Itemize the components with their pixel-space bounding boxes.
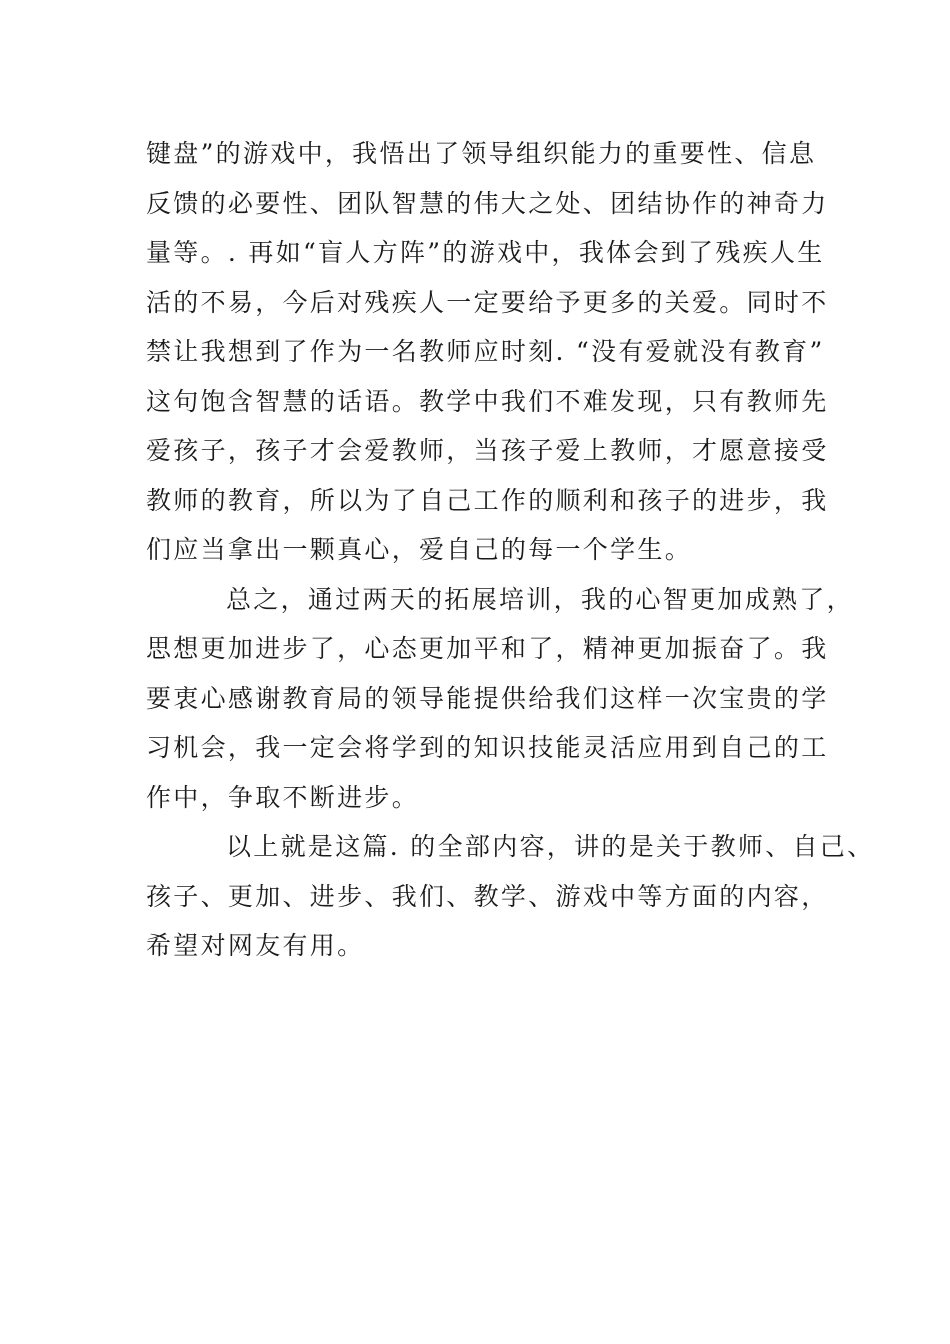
text-line: 孩子、更加、进步、我们、教学、游戏中等方面的内容，: [146, 881, 829, 911]
text-line: 爱孩子，孩子才会爱教师，当孩子爱上教师，才愿意接受: [146, 436, 829, 465]
text-line: 希望对网友有用。: [146, 931, 365, 960]
text-line: 们应当拿出一颗真心，爱自己的每一个学生。: [146, 535, 693, 564]
text-line: 禁让我想到了作为一名教师应时刻. “没有爱就没有教育”: [146, 337, 825, 366]
text-line: 键盘”的游戏中，我悟出了领导组织能力的重要性、信息: [146, 139, 817, 168]
document-body: [146, 129, 875, 971]
text-line: 这句饱含智慧的话语。教学中我们不难发现，只有教师先: [146, 386, 829, 416]
text-line: 教师的教育，所以为了自己工作的顺利和孩子的进步，我: [146, 485, 829, 515]
text-line: 要衷心感谢教育局的领导能提供给我们这样一次宝贵的学: [146, 683, 829, 713]
text-line: 思想更加进步了，心态更加平和了，精神更加振奋了。我: [146, 634, 829, 663]
text-line: 活的不易，今后对残疾人一定要给予更多的关爱。同时不: [146, 287, 829, 317]
text-line: 反馈的必要性、团队智慧的伟大之处、团结协作的神奇力: [146, 188, 829, 218]
paragraph-first-line: 总之，通过两天的拓展培训，我的心智更加成熟了，: [226, 584, 854, 614]
text-line: 量等。. 再如“盲人方阵”的游戏中，我体会到了残疾人生: [146, 238, 825, 267]
text-line: 作中，争取不断进步。: [146, 782, 420, 812]
text-line: 习机会，我一定会将学到的知识技能灵活应用到自己的工: [146, 733, 829, 762]
paragraph-first-line: 以上就是这篇. 的全部内容，讲的是关于教师、自己、: [226, 832, 875, 861]
